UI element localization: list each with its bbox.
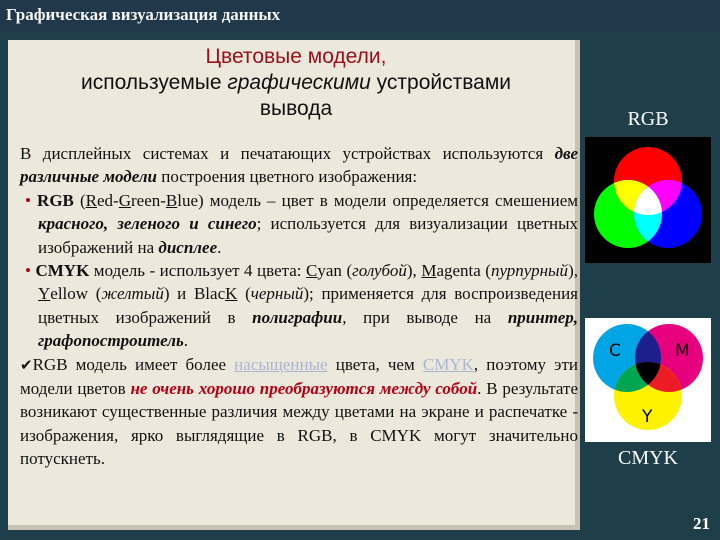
slide-title-line1: Цветовые модели,	[205, 45, 387, 68]
letter: M	[421, 261, 437, 281]
intro-paragraph	[20, 142, 578, 189]
title-text: используемые	[80, 71, 228, 94]
text: модель - использует 4 цвета:	[89, 261, 307, 281]
text: ellow (	[50, 284, 102, 304]
italic-text: пурпурный	[490, 261, 569, 281]
text-panel	[8, 40, 580, 530]
text: . В результате возникают существенные различия между цветами на экране и распечатке - изображения, ярко выглядящие в RGB, в CMYK могут значительно потускнеть.	[20, 379, 578, 469]
emphasis-text: красного, зеленого и синего	[38, 214, 257, 234]
page-number: 21	[693, 514, 710, 533]
text: (	[237, 284, 251, 304]
rgb-circles-graphic	[585, 137, 711, 263]
text: , поэтому эти модели цветов	[20, 354, 578, 399]
letter: R	[85, 190, 97, 210]
text: lue) модель – цвет в модели определяется смешением	[177, 190, 578, 210]
text: , при выводе на	[342, 307, 508, 327]
text: построения цветного изображения:	[157, 167, 418, 187]
text: ),	[406, 261, 422, 281]
italic-text: голубой	[352, 261, 407, 281]
text: (	[73, 190, 86, 210]
italic-text: желтый	[101, 284, 164, 304]
letter: Y	[38, 284, 51, 304]
text: yan (	[317, 261, 353, 281]
cmyk-circles-graphic	[585, 318, 711, 442]
title-text: устройствами	[370, 71, 512, 94]
cmyk-c-letter: C	[609, 341, 621, 361]
emphasis-text: две различные модели	[20, 144, 578, 187]
faint-text: насыщенные	[234, 354, 328, 374]
emphasis-text: принтер, графопостроитель	[38, 307, 578, 351]
rgb-diagram	[585, 137, 711, 263]
text: ) и Blac	[163, 284, 226, 304]
cmyk-bullet-item	[20, 259, 578, 353]
text: agenta (	[436, 261, 491, 281]
bullet-marker: •	[25, 261, 31, 281]
letter: G	[118, 190, 131, 210]
body-text	[20, 142, 578, 471]
cmyk-y-letter: Y	[642, 407, 653, 427]
text: RGB модель имеет более	[32, 354, 235, 374]
bullet-marker: •	[25, 190, 31, 210]
slide-title-line3: вывода	[259, 97, 333, 120]
rgb-bullet-item	[20, 189, 578, 259]
cmyk-label: CMYK	[617, 447, 678, 469]
emphasis-text: полиграфии	[252, 307, 343, 327]
cmyk-term: CMYK	[35, 261, 90, 281]
emphasis-red-text: не очень хорошо преобразуются между собой	[130, 379, 478, 399]
text: .	[217, 237, 222, 257]
header-title: Графическая визуализация данных	[6, 5, 281, 24]
italic-text: черный	[250, 284, 304, 304]
letter: C	[306, 261, 318, 281]
checkmark-icon: ✔	[20, 355, 33, 374]
slide-title	[22, 44, 570, 122]
cmyk-diagram	[585, 318, 711, 442]
emphasis-text: дисплее	[158, 237, 218, 257]
text: ed-	[96, 190, 119, 210]
text: reen-	[130, 190, 166, 210]
text: В дисплейных системах и печатающих устройствах используются	[20, 144, 555, 163]
header-bar	[0, 0, 720, 32]
rgb-label: RGB	[627, 108, 669, 130]
rgb-term: RGB	[37, 190, 74, 210]
faint-text: CMYK	[422, 354, 474, 374]
conclusion-paragraph	[20, 353, 578, 471]
cmyk-m-letter: M	[675, 341, 690, 361]
slide-title-line2	[22, 70, 570, 96]
text: ),	[568, 261, 578, 281]
letter: B	[165, 190, 178, 210]
letter: K	[225, 284, 238, 304]
text: цвета, чем	[327, 354, 423, 374]
title-italic-text: графическими	[227, 71, 371, 94]
text: .	[183, 331, 188, 351]
text: ); применяется для воспроизведения цветных изображений в	[38, 284, 578, 327]
text: ; используется для визуализации цветных изображений на	[38, 214, 578, 257]
